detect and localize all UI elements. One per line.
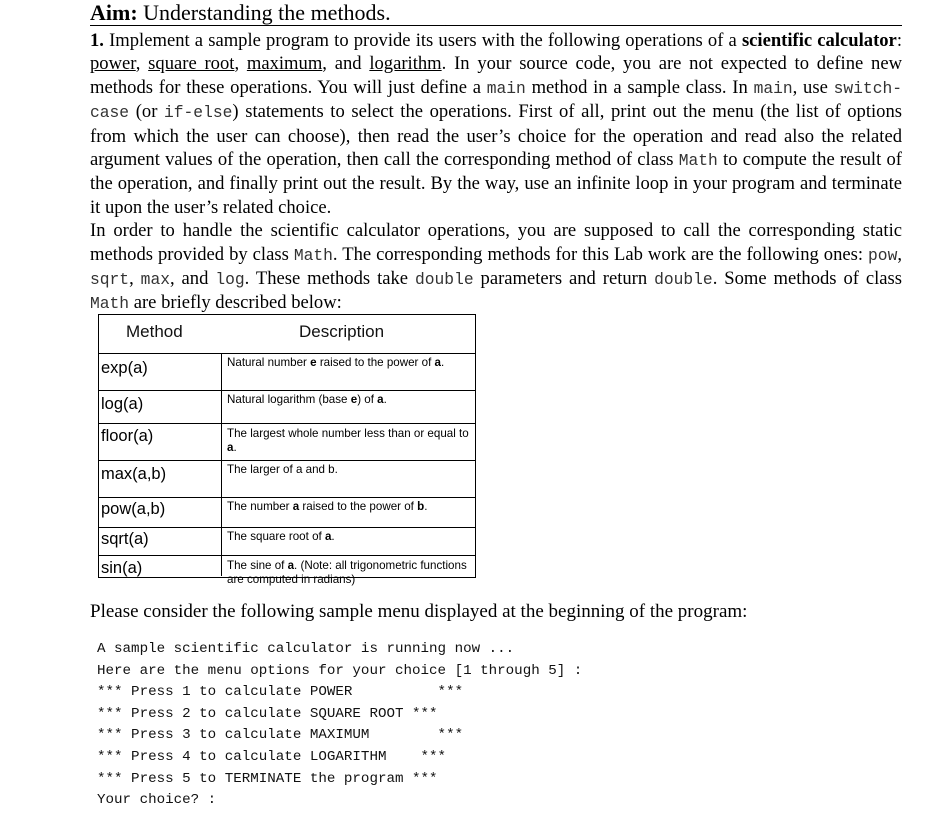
desc-run-text: . <box>440 356 445 369</box>
desc-run-text: . <box>331 530 335 543</box>
task-body <box>90 29 902 316</box>
p2-run-code: max <box>140 270 170 290</box>
p2-run-text: . These methods take <box>244 268 415 290</box>
p2-run-code: log <box>215 270 245 290</box>
page-title <box>90 0 391 26</box>
p1-run-text: , <box>135 53 149 75</box>
desc-run-text: . <box>233 440 237 454</box>
task-paragraph-1-text <box>90 30 902 218</box>
p2-run-code: double <box>414 270 474 290</box>
description-cell <box>227 393 471 407</box>
desc-run-bold: e <box>350 393 358 406</box>
aim-label: Aim: <box>90 0 138 25</box>
desc-run-text: Natural logarithm (base <box>227 393 351 406</box>
description-cell <box>227 530 471 544</box>
method-cell: log(a) <box>101 395 144 413</box>
method-cell: floor(a) <box>101 427 154 445</box>
header-method: Method <box>126 322 183 341</box>
task-paragraph-2 <box>90 219 902 316</box>
p2-run-text: are briefly described below: <box>129 292 342 314</box>
method-cell: exp(a) <box>101 359 148 377</box>
desc-run-text: raised to the power of <box>299 500 418 513</box>
p1-run-code: Math <box>678 151 718 171</box>
table-row <box>99 353 475 391</box>
sample-intro: Please consider the following sample menu displayed at the beginning of the program: <box>90 601 748 622</box>
p2-run-code: double <box>654 270 713 290</box>
desc-run-text: The number <box>227 500 293 513</box>
desc-run-bold: a <box>227 440 234 454</box>
task-number: 1. <box>90 30 104 51</box>
menu-line: *** Press 3 to calculate MAXIMUM *** <box>97 727 464 744</box>
menu-line: A sample scientific calculator is running now ... <box>97 641 515 657</box>
p2-run-text: , and <box>169 268 216 290</box>
header-description: Description <box>299 322 385 341</box>
method-cell: max(a,b) <box>101 465 167 483</box>
table-row <box>99 460 475 498</box>
desc-run-bold: a <box>434 356 441 369</box>
p2-run-text: In order to handle the scientific calculator operations, you are supposed to call the corresponding static methods provided by class <box>90 220 902 265</box>
aim-text: Understanding the methods. <box>143 0 391 25</box>
description-cell <box>227 427 471 454</box>
p1-run-code: switch-case <box>90 78 903 123</box>
table-row <box>99 555 475 586</box>
table-header <box>99 315 475 354</box>
p2-run-text: , <box>897 243 902 265</box>
desc-run-text: . <box>383 393 387 406</box>
p2-run-text: parameters and return <box>473 268 655 290</box>
desc-run-bold: a <box>292 500 300 513</box>
p2-run-text: , <box>129 268 141 290</box>
method-cell: sin(a) <box>101 559 143 577</box>
method-cell: pow(a,b) <box>101 500 166 518</box>
desc-run-text: The largest whole number less than or equal to <box>227 427 469 440</box>
p1-run-text: , <box>234 53 247 75</box>
task-paragraph-1 <box>90 29 902 219</box>
p1-run-text: (or <box>129 101 164 123</box>
p2-run-code: Math <box>293 245 333 265</box>
table-row <box>99 527 475 556</box>
p1-run-code: if-else <box>164 103 233 123</box>
desc-run-text: The sine of <box>227 559 288 572</box>
p1-run-text: method in a sample class. In <box>525 76 754 98</box>
table-row <box>99 390 475 424</box>
p1-run-text: , and <box>322 53 370 75</box>
p1-run-text: to compute the result of the operation, and finally print out the result. By the way, use an infinite loop in your program and terminate it upon the user’s related choice. <box>90 149 902 218</box>
desc-run-bold: a <box>324 530 332 543</box>
p2-run-code: sqrt <box>90 270 130 290</box>
menu-line: *** Press 2 to calculate SQUARE ROOT *** <box>97 705 438 722</box>
math-methods-table <box>98 314 476 586</box>
description-cell <box>227 559 471 586</box>
p1-run-text: . In your source code, you are not expected to define new methods for these operations. You will just define a <box>90 53 903 98</box>
desc-run-text: ) of <box>357 393 378 406</box>
table-row <box>99 497 475 528</box>
p2-run-code: pow <box>868 245 898 265</box>
desc-run-text: raised to the power of <box>316 356 435 369</box>
p1-run-underlined: logarithm <box>369 53 442 75</box>
table-row <box>99 423 475 461</box>
p2-run-code: Math <box>90 294 130 314</box>
p2-run-text: . The corresponding methods for this Lab work are the following ones: <box>332 243 869 265</box>
p1-run-underlined: power <box>90 53 136 75</box>
desc-run-bold: a <box>287 559 295 572</box>
menu-line: *** Press 4 to calculate LOGARITHM *** <box>97 748 447 765</box>
menu-line: *** Press 1 to calculate POWER *** <box>97 684 464 701</box>
p1-run-code: main <box>753 78 793 98</box>
p1-run-text: : <box>896 30 902 51</box>
p1-run-text: Implement a sample program to provide its users with the following operations of a <box>109 30 742 51</box>
title-rule <box>90 25 902 26</box>
menu-line: Your choice? : <box>97 792 217 809</box>
p1-run-text: ) statements to select the operations. First of all, print out the menu (the list of options from which the user can choose), then read the user’s choice for the operation and read also the related argument values of the operation, then call the corresponding method of class <box>90 101 902 171</box>
desc-run-text: Natural number <box>227 356 311 369</box>
desc-run-text: The larger of a and b. <box>227 463 338 476</box>
p1-run-underlined: maximum <box>246 53 323 75</box>
description-cell <box>227 463 471 477</box>
desc-run-text: . <box>424 500 428 513</box>
desc-run-bold: e <box>310 356 317 369</box>
p1-run-underlined: square root <box>148 53 235 75</box>
sample-menu-output <box>97 639 582 812</box>
desc-run-bold: b <box>417 500 425 513</box>
description-cell <box>227 500 471 514</box>
p1-run-code: main <box>486 78 526 98</box>
desc-run-text: The square root of <box>227 530 325 543</box>
description-cell <box>227 356 471 370</box>
p2-run-text: . Some methods of class <box>712 268 903 290</box>
desc-run-text: . (Note: all trigonometric functions are computed in radians) <box>227 559 467 586</box>
menu-line: Here are the menu options for your choice [1 through 5] : <box>97 662 583 679</box>
p1-run-text: , use <box>792 76 834 98</box>
desc-run-bold: a <box>377 393 384 406</box>
menu-line: *** Press 5 to TERMINATE the program *** <box>97 770 438 787</box>
method-cell: sqrt(a) <box>101 530 149 548</box>
p1-run-bold: scientific calculator <box>741 30 897 51</box>
